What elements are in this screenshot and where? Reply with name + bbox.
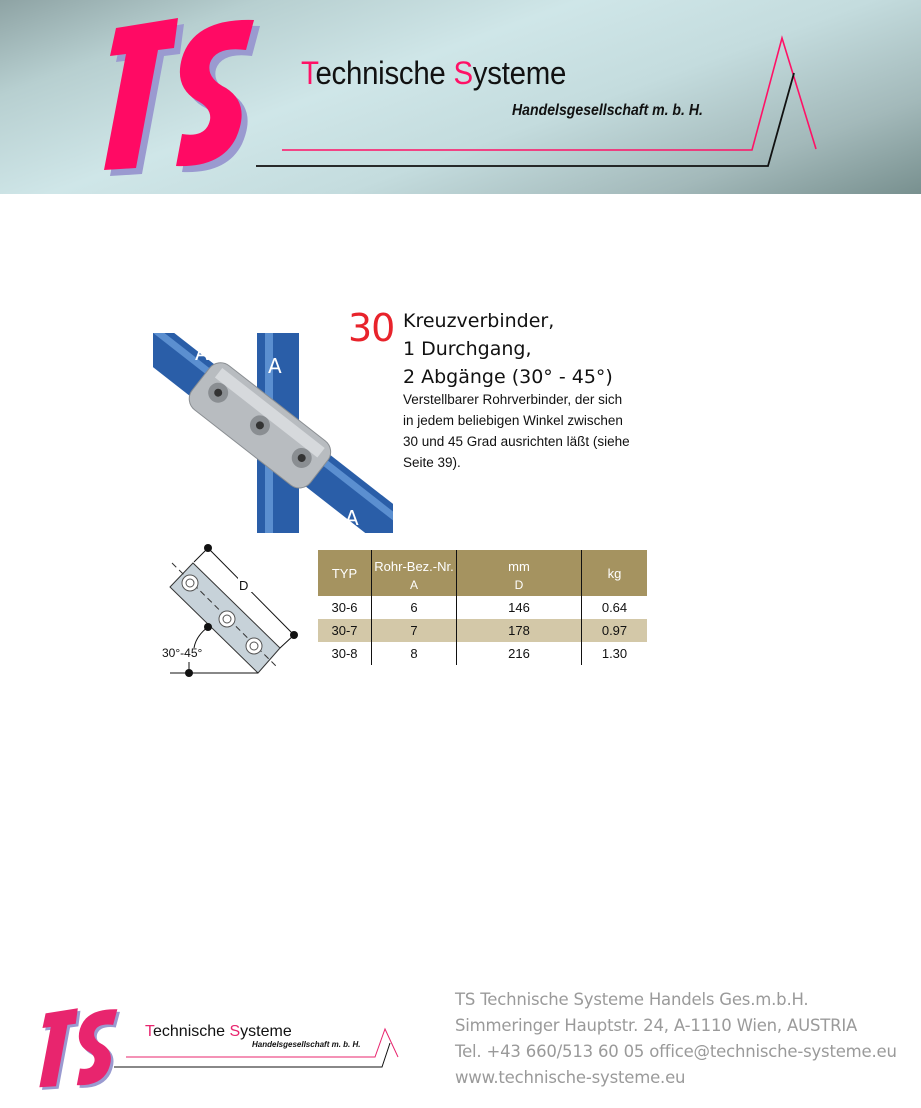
company-name: Technische Systeme bbox=[301, 55, 567, 91]
col-header-typ: TYP bbox=[318, 550, 372, 596]
footer-company-name: Technische Systeme bbox=[145, 1023, 292, 1040]
contact-phone-email[interactable]: Tel. +43 660/513 60 05 office@technische-systeme.eu bbox=[455, 1042, 897, 1061]
contact-website-link[interactable]: www.technische-systeme.eu bbox=[455, 1068, 686, 1087]
technical-diagram bbox=[150, 540, 310, 685]
contact-company: TS Technische Systeme Handels Ges.m.b.H. bbox=[455, 990, 809, 1009]
col-header-rohr: Rohr-Bez.-Nr. bbox=[372, 550, 457, 574]
photo-label-a: A bbox=[268, 354, 282, 378]
contact-address: Simmeringer Hauptstr. 24, A-1110 Wien, AUSTRIA bbox=[455, 1016, 858, 1035]
banner-decorative-lines bbox=[0, 0, 921, 194]
photo-label-a: A bbox=[345, 506, 359, 530]
angle-label: 30°-45° bbox=[162, 646, 203, 660]
footer-logo bbox=[30, 995, 410, 1090]
table-row: 30-7 7 178 0.97 bbox=[318, 619, 647, 642]
item-number: 30 bbox=[348, 306, 395, 350]
col-subheader-a: A bbox=[372, 574, 457, 596]
spec-table bbox=[318, 550, 647, 665]
photo-label-a: A bbox=[195, 341, 209, 365]
company-subtitle: Handelsgesellschaft m. b. H. bbox=[512, 102, 703, 119]
footer-company-subtitle: Handelsgesellschaft m. b. H. bbox=[252, 1040, 361, 1049]
col-subheader-d: D bbox=[457, 574, 582, 596]
item-title: Kreuzverbinder, 1 Durchgang, 2 Abgänge (30° - 45°) bbox=[403, 310, 613, 388]
col-header-mm: mm bbox=[457, 550, 582, 574]
header-banner bbox=[0, 0, 921, 194]
table-row: 30-8 8 216 1.30 bbox=[318, 642, 647, 665]
col-header-kg: kg bbox=[582, 550, 648, 596]
dimension-label-d: D bbox=[239, 578, 249, 593]
item-description: Verstellbarer Rohrverbinder, der sich in jedem beliebigen Winkel zwischen 30 und 45 Grad ausrichten läßt (siehe Seite 39). bbox=[403, 392, 630, 470]
product-photo bbox=[153, 333, 393, 533]
footer-contact bbox=[455, 987, 897, 1091]
table-row: 30-6 6 146 0.64 bbox=[318, 596, 647, 619]
